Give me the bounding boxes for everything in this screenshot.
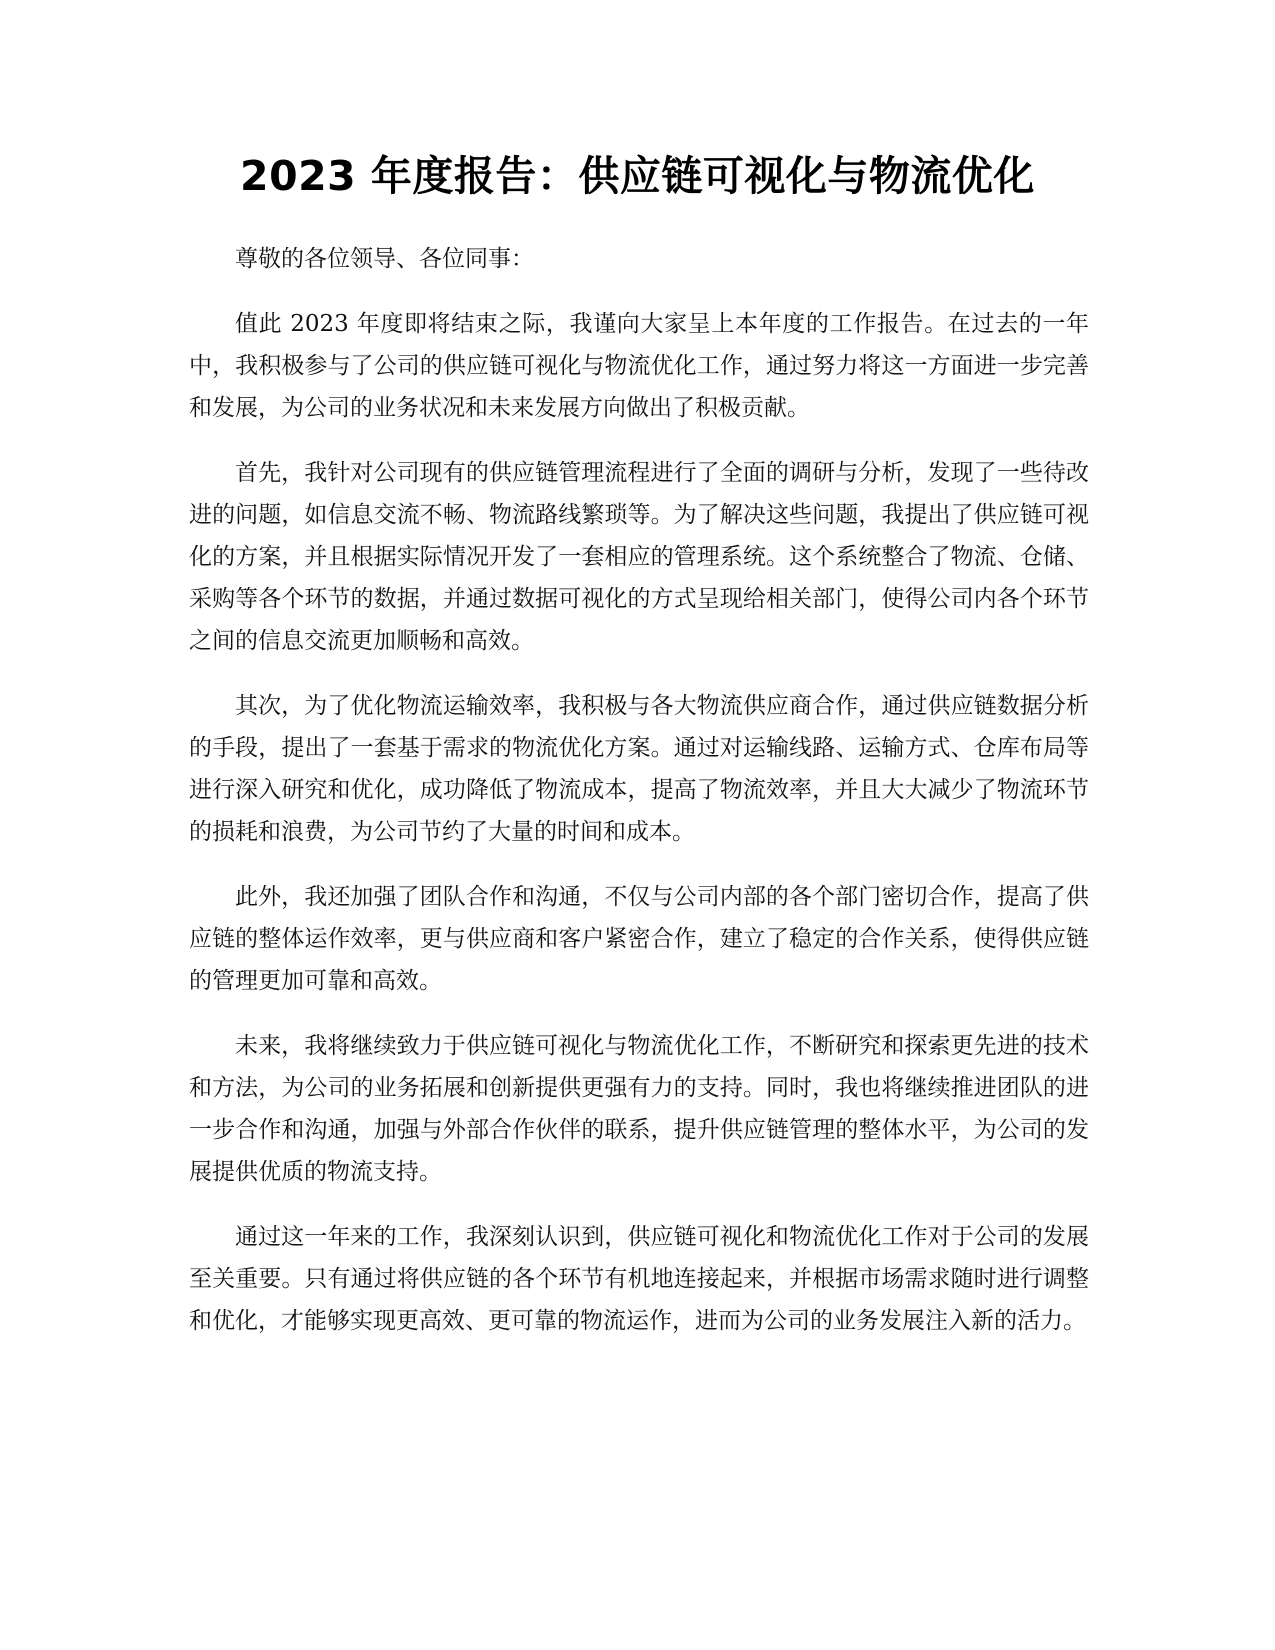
paragraph-future: 未来，我将继续致力于供应链可视化与物流优化工作，不断研究和探索更先进的技术和方法，为公司的业务拓展和创新提供更强有力的支持。同时，我也将继续推进团队的进一步合作和沟通，加强与外部合作伙伴的联系，提升供应链管理的整体水平，为公司的发展提供优质的物流支持。 — [189, 1033, 1089, 1185]
paragraph-first: 首先，我针对公司现有的供应链管理流程进行了全面的调研与分析，发现了一些待改进的问题，如信息交流不畅、物流路线繁琐等。为了解决这些问题，我提出了供应链可视化的方案，并且根据实际情况开发了一套相应的管理系统。这个系统整合了物流、仓储、采购等各个环节的数据，并通过数据可视化的方式呈现给相关部门，使得公司内各个环节之间的信息交流更加顺畅和高效。 — [189, 460, 1089, 654]
document-body — [189, 238, 1089, 1365]
page-title: 2023 年度报告：供应链可视化与物流优化 — [240, 152, 1035, 200]
greeting: 尊敬的各位领导、各位同事： — [235, 246, 534, 272]
paragraph-second: 其次，为了优化物流运输效率，我积极与各大物流供应商合作，通过供应链数据分析的手段，提出了一套基于需求的物流优化方案。通过对运输线路、运输方式、仓库布局等进行深入研究和优化，成功降低了物流成本，提高了物流效率，并且大大减少了物流环节的损耗和浪费，为公司节约了大量的时间和成本。 — [189, 693, 1089, 845]
paragraph-conclusion: 通过这一年来的工作，我深刻认识到，供应链可视化和物流优化工作对于公司的发展至关重要。只有通过将供应链的各个环节有机地连接起来，并根据市场需求随时进行调整和优化，才能够实现更高效、更可靠的物流运作，进而为公司的业务发展注入新的活力。 — [189, 1224, 1089, 1334]
paragraph-additionally: 此外，我还加强了团队合作和沟通，不仅与公司内部的各个部门密切合作，提高了供应链的整体运作效率，更与供应商和客户紧密合作，建立了稳定的合作关系，使得供应链的管理更加可靠和高效。 — [189, 884, 1089, 994]
paragraph-intro: 值此 2023 年度即将结束之际，我谨向大家呈上本年度的工作报告。在过去的一年中，我积极参与了公司的供应链可视化与物流优化工作，通过努力将这一方面进一步完善和发展，为公司的业务状况和未来发展方向做出了积极贡献。 — [189, 311, 1089, 421]
